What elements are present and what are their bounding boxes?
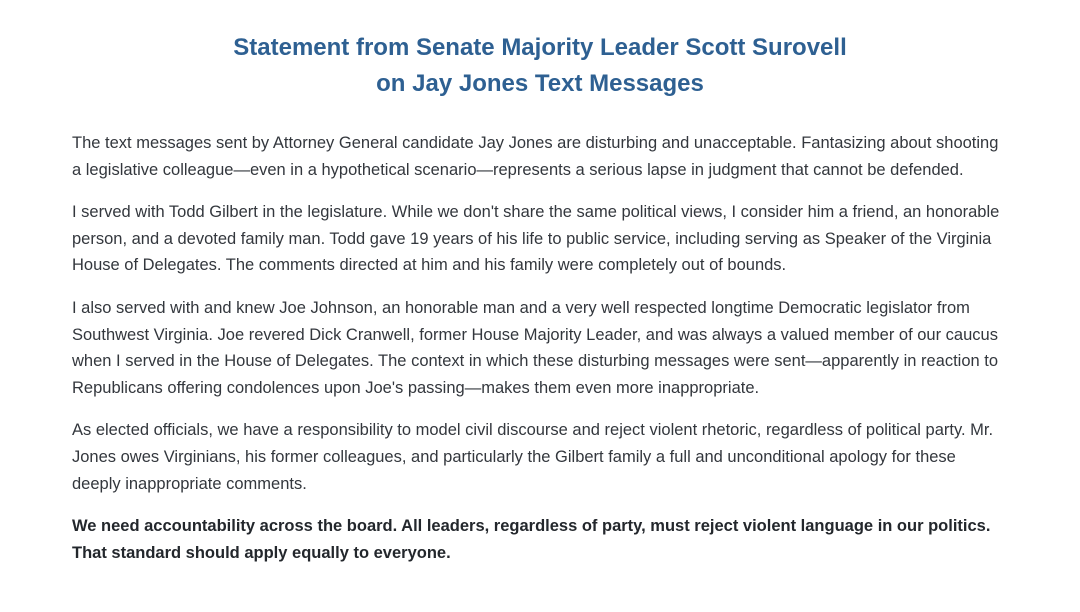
- paragraph-apology-call: As elected officials, we have a responsibility to model civil discourse and reject violent rhetoric, regardless of political party. Mr. Jones owes Virginians, his former colleagues, and particularly the Gilbert family a full and unconditional apology for these deeply inappropriate comments.: [72, 421, 994, 493]
- paragraph-jones-messages: The text messages sent by Attorney General candidate Jay Jones are disturbing and unacceptable. Fantasizing about shooting a legislative colleague—even in a hypothetical scenario—represents a serious lapse in judgment that cannot be defended.: [72, 134, 999, 179]
- paragraph-accountability: We need accountability across the board. All leaders, regardless of party, must reject violent language in our politics. That standard should apply equally to everyone.: [72, 517, 991, 562]
- title-line-2: on Jay Jones Text Messages: [376, 70, 704, 97]
- paragraph-todd-gilbert: I served with Todd Gilbert in the legislature. While we don't share the same political views, I consider him a friend, an honorable person, and a devoted family man. Todd gave 19 years of his life to public service, including serving as Speaker of the Virginia House of Delegates. The comments directed at him and his family were completely out of bounds.: [72, 203, 1000, 275]
- statement-title: [72, 30, 1008, 102]
- title-line-1: Statement from Senate Majority Leader Scott Surovell: [233, 34, 847, 61]
- paragraph-joe-johnson: I also served with and knew Joe Johnson, an honorable man and a very well respected longtime Democratic legislator from Southwest Virginia. Joe revered Dick Cranwell, former House Majority Leader, and was always a valued member of our caucus when I served in the House of Delegates. The context in which these disturbing messages were sent—apparently in reaction to Republicans offering condolences upon Joe's passing—makes them even more inappropriate.: [72, 298, 999, 397]
